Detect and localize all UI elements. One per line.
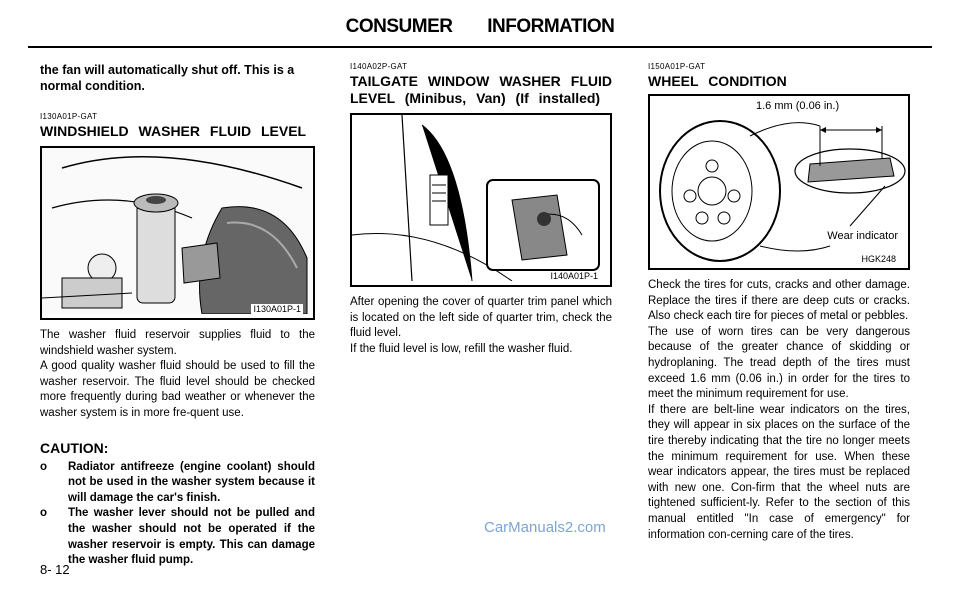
bullet-marker: o <box>40 460 48 473</box>
column-wheel <box>648 62 910 543</box>
page-header: CONSUMER INFORMATION <box>345 16 615 37</box>
caution-item <box>40 460 315 507</box>
engine-bay-illustration <box>42 148 313 314</box>
section-title: TAILGATE WINDOW WASHER FLUID LEVEL (Minibus, Van) (If installed) <box>350 73 612 106</box>
lead-text: the fan will automatically shut off. This is a normal condition. <box>40 63 295 93</box>
tread-depth-label: 1.6 mm (0.06 in.) <box>756 100 840 112</box>
body-paragraph: Check the tires for cuts, cracks and other damage. Replace the tires if there are deep cuts or cracks. Also check each tire for pieces of metal or pebbles. <box>648 279 910 323</box>
quarter-trim-illustration <box>352 115 610 281</box>
section-code: I150A01P-GAT <box>648 62 706 71</box>
page-number: 8- 12 <box>40 562 70 577</box>
body-paragraph: After opening the cover of quarter trim panel which is located on the left side of quarter trim, check the fluid level. <box>350 296 612 340</box>
body-paragraph: If there are belt-line wear indicators on the tires, they will appear in six places on the surface of the tire thereby indicating that the tire no longer meets the minimum requirement for use. When these wear indicators appear, the tires must be replaced with new one. Con-firm that the wheel nuts are tightened sufficient-ly. Refer to the section of this manual entitled "In case of emergency" for information con-cerning care of the tires. <box>648 403 910 541</box>
body-paragraph: The washer fluid reservoir supplies fluid to the windshield washer system. <box>40 329 315 357</box>
body-paragraph: The use of worn tires can be very dangerous because of the greater chance of skidding or hydroplaning. The tread depth of the tires must exceed 1.6 mm (0.06 in.) in order for the tires to meet the minimum requirement for use. <box>648 325 910 401</box>
caution-text: The washer lever should not be pulled and the washer should not be operated if the washer reservoir is empty. This can damage the washer fluid pump. <box>68 507 315 567</box>
figure-label: I140A01P-1 <box>550 271 598 281</box>
engine-bay-figure <box>40 146 315 320</box>
body-paragraph: If the fluid level is low, refill the washer fluid. <box>350 342 573 355</box>
body-paragraph: A good quality washer fluid should be used to fill the washer reservoir. The fluid level should be checked more frequently during bad weather or whenever the washer system is in more fre-quent use. <box>40 360 315 419</box>
section-code: I140A02P-GAT <box>350 62 408 71</box>
bullet-marker: o <box>40 507 48 520</box>
section-title: WINDSHIELD WASHER FLUID LEVEL <box>40 123 307 139</box>
caution-heading: CAUTION: <box>40 439 109 456</box>
column-windshield <box>40 62 315 569</box>
caution-item <box>40 506 315 568</box>
column-tailgate <box>350 62 612 357</box>
section-code: I130A01P-GAT <box>40 112 98 121</box>
figure-label: I130A01P-1 <box>253 304 301 314</box>
tire-figure <box>648 94 910 270</box>
header-rule <box>28 46 932 48</box>
watermark: CarManuals2.com <box>484 519 606 536</box>
quarter-trim-figure <box>350 113 612 287</box>
caution-text: Radiator antifreeze (engine coolant) should not be used in the washer system because it will damage the car's finish. <box>68 460 315 504</box>
wear-indicator-label: Wear indicator <box>827 230 898 242</box>
section-title: WHEEL CONDITION <box>648 73 787 89</box>
figure-label: HGK248 <box>861 254 896 264</box>
